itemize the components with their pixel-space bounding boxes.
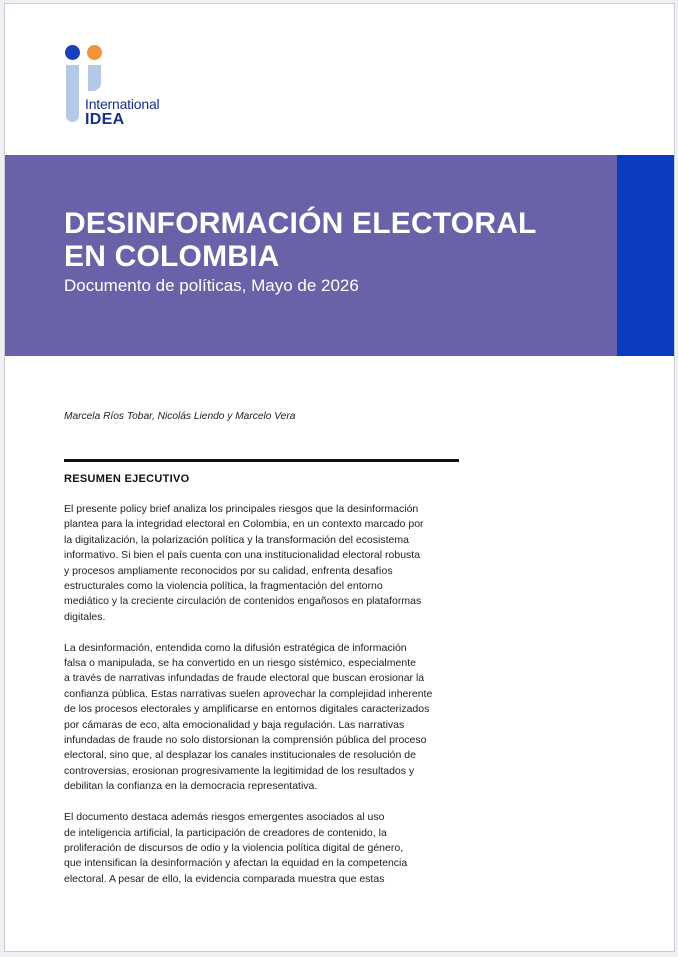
text-line: falsa o manipulada, se ha convertido en un riesgo sistémico, especialmente [64,657,416,670]
text-line: por cámaras de eco, alta emocionalidad y baja regulación. Las narrativas [64,718,405,731]
logo-text-idea: IDEA [85,111,125,128]
text-line: controversias, erosionan progresivamente la legitimidad de los resultados y [64,764,415,777]
document-title-line: EN COLOMBIA [64,240,280,273]
text-line: electoral, sino que, al desplazar los canales institucionales de resolución de [64,749,416,762]
logo-text-international: International [85,96,160,112]
text-line: plantea para la integridad electoral en Colombia, en un contexto marcado por [64,518,424,531]
authors-line: Marcela Ríos Tobar, Nicolás Liendo y Marcelo Vera [64,411,296,422]
text-line: y procesos ampliamente reconocidos por su calidad, enfrenta desafíos [64,564,393,577]
text-line: proliferación de discursos de odio y la violencia política digital de género, [64,841,404,854]
text-line: estructurales como la violencia política, la fragmentación del entorno [64,580,383,593]
text-line: la digitalización, la polarización política y la transformación del ecosistema [64,533,409,546]
text-line: infundadas de fraude no solo distorsionan la comprensión pública del proceso [64,734,427,747]
text-line: El documento destaca además riesgos emergentes asociados al uso [64,811,385,824]
text-line: informativo. Si bien el país cuenta con una institucionalidad electoral robusta [64,549,421,562]
text-line: de los procesos electorales y amplificarse en entornos digitales caracterizados [64,703,430,716]
document-subtitle: Documento de políticas, Mayo de 2026 [64,276,359,295]
document-title [64,207,604,273]
logo-orange-dot [87,45,102,60]
logo-left-bar [66,65,79,122]
text-line: La desinformación, entendida como la difusión estratégica de información [64,641,407,654]
document-page [4,3,675,952]
international-idea-logo [63,42,183,132]
text-line: digitales. [64,610,106,623]
document-title-line: DESINFORMACIÓN ELECTORAL [64,207,537,240]
logo-right-bar [88,65,101,91]
paragraph [64,810,464,887]
text-line: debilitan la confianza en la democracia representativa. [64,780,318,793]
section-heading: RESUMEN EJECUTIVO [64,473,190,485]
logo-blue-dot [65,45,80,60]
text-line: a través de narrativas infundadas de fraude electoral que buscan erosionar la [64,672,425,685]
text-line: de inteligencia artificial, la participación de creadores de contenido, la [64,826,387,839]
text-line: mediático y la creciente circulación de contenidos engañosos en plataformas [64,595,422,608]
paragraph [64,641,464,795]
text-line: electoral. A pesar de ello, la evidencia comparada muestra que estas [64,872,385,885]
section-divider [64,459,459,462]
title-banner-accent [617,155,675,356]
text-line: que intensifican la desinformación y afectan la equidad en la competencia [64,857,408,870]
text-line: El presente policy brief analiza los principales riesgos que la desinformación [64,503,419,515]
paragraph [64,502,464,625]
text-line: confianza pública. Estas narrativas suelen aprovechar la complejidad inherente [64,687,433,700]
executive-summary-body [64,502,464,903]
